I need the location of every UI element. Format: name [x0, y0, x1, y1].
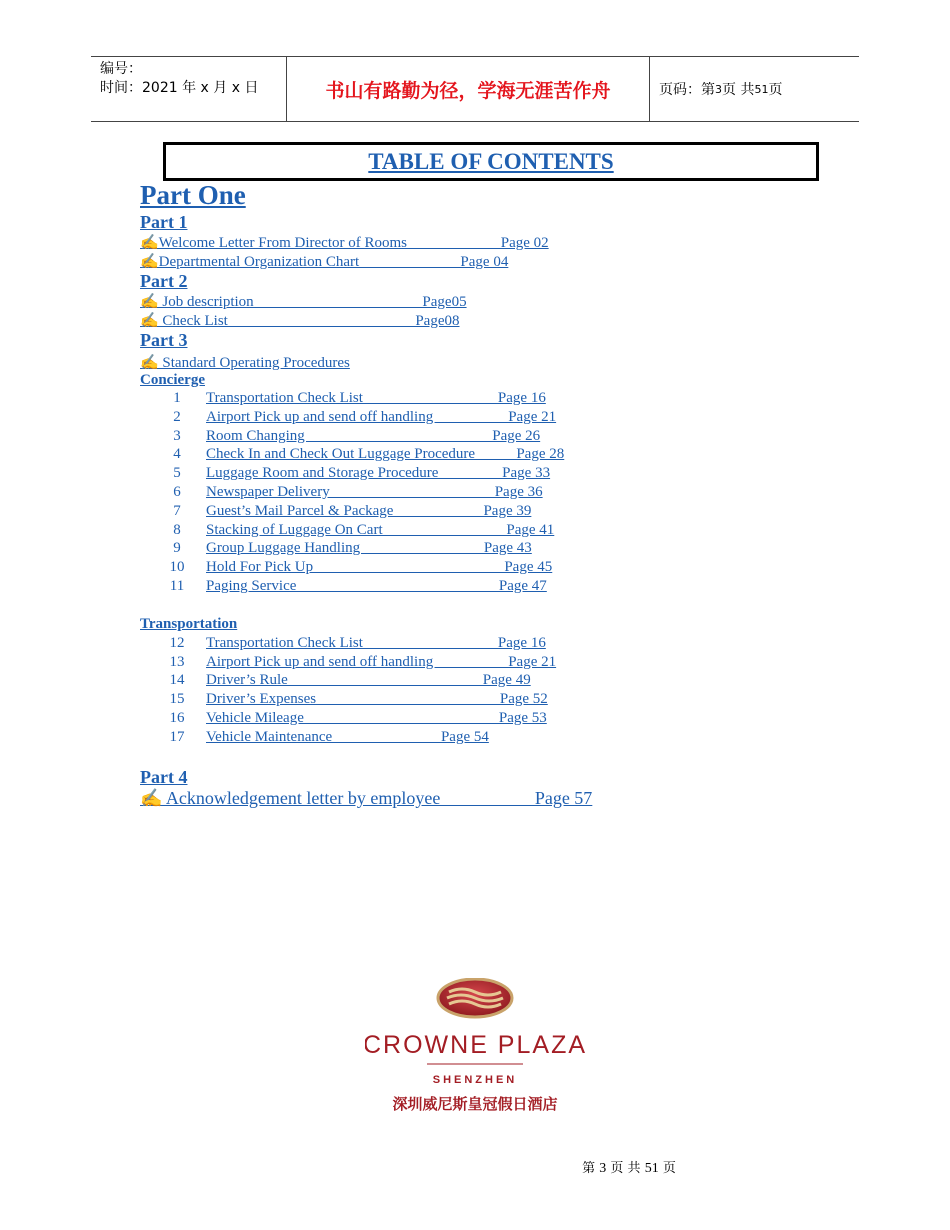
part-4-heading[interactable]: Part 4 — [140, 767, 188, 787]
item-number: 15 — [169, 691, 185, 707]
item-link[interactable]: Newspaper Delivery Page 36 — [206, 484, 543, 500]
logo-chinese-text: 深圳威尼斯皇冠假日酒店 — [392, 1095, 558, 1113]
document-time-label: 时间：2021 年 x 月 x 日 — [100, 80, 259, 96]
item-number: 7 — [173, 503, 181, 519]
header-page-current: 3 — [715, 82, 722, 96]
item-link[interactable]: Stacking of Luggage On Cart Page 41 — [206, 522, 555, 538]
footer-suffix: 页 — [662, 1161, 676, 1176]
item-link[interactable]: Transportation Check List Page 16 — [206, 390, 546, 406]
toc-title-box — [163, 142, 819, 181]
item-number: 12 — [169, 635, 185, 651]
header-page-prefix: 页码：第 — [659, 82, 715, 98]
header-page-mid: 页 共 — [722, 82, 755, 98]
header-page-suffix: 页 — [768, 82, 783, 98]
toc-entry-welcome-letter[interactable]: ✍Welcome Letter From Director of Rooms Page 02 — [140, 235, 549, 251]
item-number: 17 — [169, 729, 185, 745]
item-link[interactable]: Check In and Check Out Luggage Procedure Page 28 — [206, 446, 565, 462]
item-link[interactable]: Airport Pick up and send off handling Page 21 — [206, 654, 557, 670]
transportation-heading[interactable]: Transportation — [140, 616, 238, 632]
document-number-label: 编号： — [100, 61, 142, 77]
item-link[interactable]: Vehicle Mileage Page 53 — [206, 710, 547, 726]
part-3-heading[interactable]: Part 3 — [140, 330, 188, 350]
item-number: 4 — [173, 446, 181, 462]
item-number: 2 — [173, 409, 181, 425]
item-link[interactable]: Room Changing Page 26 — [206, 428, 541, 444]
crowne-plaza-logo — [365, 978, 585, 1118]
item-number: 6 — [173, 484, 181, 500]
item-number: 1 — [173, 390, 181, 406]
item-number: 3 — [173, 428, 181, 444]
item-link[interactable]: Hold For Pick Up Page 45 — [206, 559, 553, 575]
item-link[interactable]: Luggage Room and Storage Procedure Page 33 — [206, 465, 551, 481]
part-1-heading[interactable]: Part 1 — [140, 212, 188, 232]
item-number: 11 — [169, 578, 185, 594]
item-link[interactable]: Airport Pick up and send off handling Page 21 — [206, 409, 557, 425]
toc-entry-organization-chart[interactable]: ✍Departmental Organization Chart Page 04 — [140, 254, 509, 270]
footer-prefix: 第 — [582, 1161, 596, 1176]
toc-title[interactable]: TABLE OF CONTENTS — [368, 148, 614, 174]
part-2-heading[interactable]: Part 2 — [140, 271, 188, 291]
item-number: 13 — [169, 654, 185, 670]
item-link[interactable]: Transportation Check List Page 16 — [206, 635, 546, 651]
footer-total-pages: 51 — [644, 1161, 659, 1176]
item-link[interactable]: Vehicle Maintenance Page 54 — [206, 729, 489, 745]
page-footer — [0, 1157, 950, 1177]
footer-current-page: 3 — [599, 1161, 607, 1176]
part-one-heading[interactable]: Part One — [140, 180, 246, 210]
toc-entry-sop[interactable]: ✍ Standard Operating Procedures — [140, 355, 350, 371]
item-link[interactable]: Driver’s Rule Page 49 — [206, 672, 531, 688]
item-number: 10 — [169, 559, 185, 575]
item-number: 9 — [173, 540, 181, 556]
header-meta — [91, 57, 287, 121]
item-number: 14 — [169, 672, 185, 688]
header-page-total: 51 — [754, 82, 769, 96]
concierge-heading[interactable]: Concierge — [140, 372, 205, 388]
document-header — [91, 56, 859, 122]
item-number: 8 — [173, 522, 181, 538]
crowne-plaza-emblem-icon — [365, 978, 585, 1118]
logo-city-text: SHENZHEN — [432, 1074, 518, 1086]
item-link[interactable]: Paging Service Page 47 — [206, 578, 547, 594]
item-link[interactable]: Guest’s Mail Parcel & Package Page 39 — [206, 503, 532, 519]
header-motto: 书山有路勤为径，学海无涯苦作舟 — [287, 57, 650, 121]
toc-entry-job-description[interactable]: ✍ Job description Page05 — [140, 294, 467, 310]
toc-entry-acknowledgement[interactable]: ✍ Acknowledgement letter by employee Page 57 — [140, 788, 593, 808]
header-page-indicator — [650, 57, 859, 121]
item-link[interactable]: Group Luggage Handling Page 43 — [206, 540, 532, 556]
item-number: 16 — [169, 710, 185, 726]
item-number: 5 — [173, 465, 181, 481]
footer-mid: 页 共 — [610, 1161, 641, 1176]
toc-entry-check-list[interactable]: ✍ Check List Page08 — [140, 313, 460, 329]
item-link[interactable]: Driver’s Expenses Page 52 — [206, 691, 548, 707]
logo-brand-text: CROWNE PLAZA — [365, 1031, 585, 1059]
